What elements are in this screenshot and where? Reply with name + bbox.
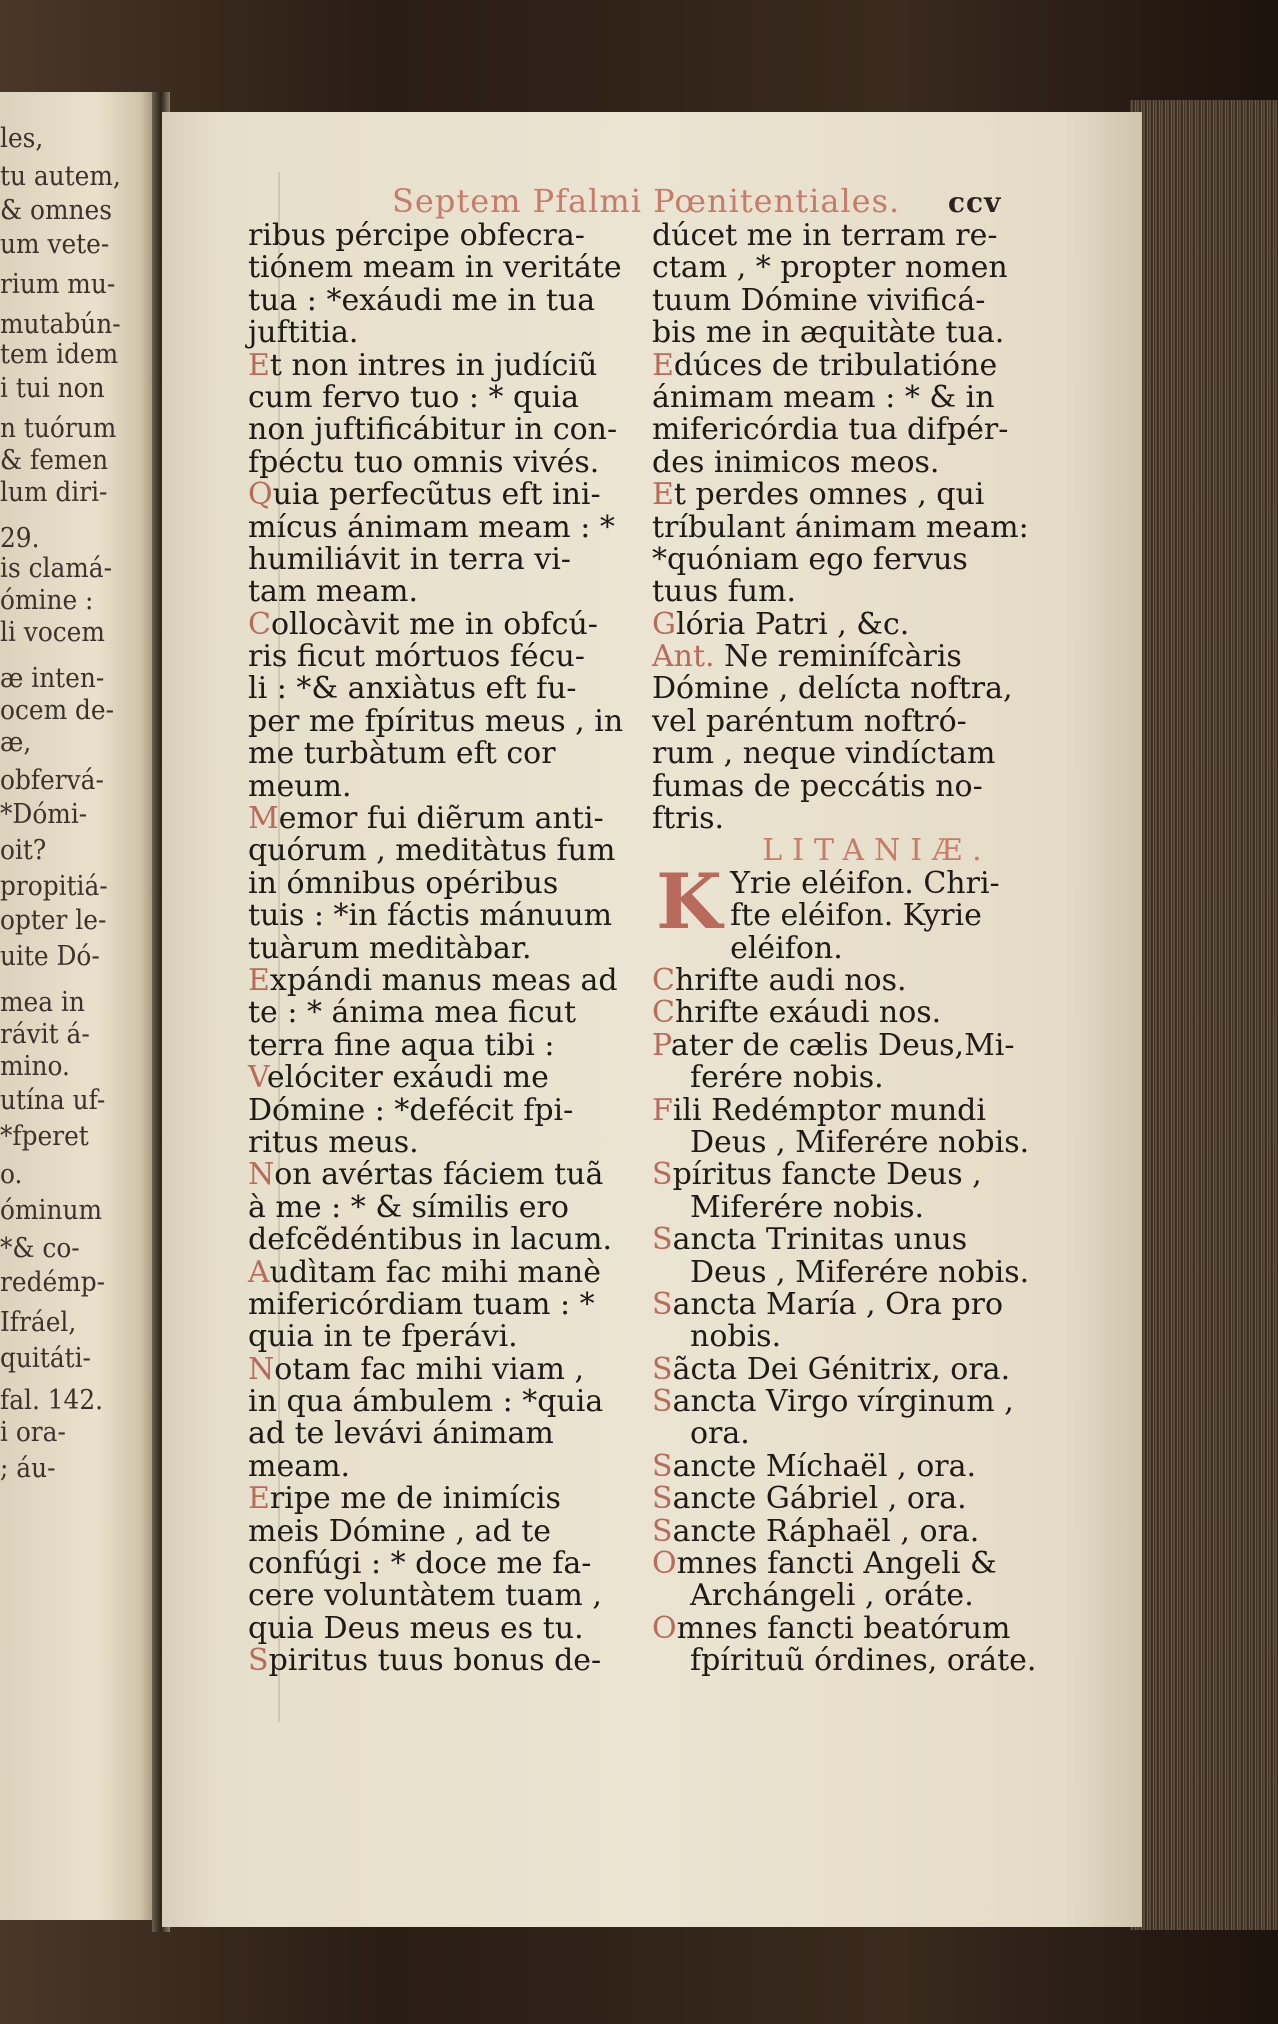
left-page-line: uite Dó- — [0, 941, 100, 972]
litany-line: Sancta Trinitas unus — [652, 1222, 968, 1258]
running-title: Septem Pfalmi Pœnitentiales. — [392, 182, 901, 220]
left-page-line: ; áu- — [0, 1453, 56, 1484]
text-line: *quóniam ego fervus — [652, 541, 968, 577]
rubric-initial: N — [248, 1157, 275, 1193]
rubric-initial: S — [652, 1351, 673, 1387]
rubric-initial: O — [652, 1546, 677, 1582]
left-page-line: óminum — [0, 1195, 103, 1226]
litany-line: Sancta Virgo vírginum , — [652, 1384, 1014, 1420]
litany-line: Spíritus fancte Deus , — [652, 1157, 982, 1193]
rubric-initial: C — [248, 606, 271, 642]
text-line: Dómine , delícta noftra, — [652, 671, 1013, 707]
text-line: quia Deus meus es tu. — [248, 1610, 584, 1646]
text-line: meis Dómine , ad te — [248, 1513, 552, 1549]
litany-line: ora. — [690, 1416, 750, 1452]
rubric-initial: C — [652, 963, 675, 998]
litany-line: nobis. — [690, 1319, 782, 1355]
left-page-line: um vete- — [0, 229, 110, 260]
text-line: defcẽdéntibus in lacum. — [248, 1222, 613, 1258]
left-page-line: & omnes — [0, 195, 112, 226]
text-line: li : *& anxiàtus eft fu- — [248, 671, 577, 707]
column-left — [248, 220, 648, 1678]
text-line: cum fervo tuo : * quia — [248, 379, 580, 415]
text-line: te : * ánima mea ficut — [248, 995, 577, 1031]
left-page-line: & femen — [0, 445, 109, 476]
text-line: ribus pércipe obfecra- — [248, 218, 585, 253]
litany-line: Deus , Miferére nobis. — [690, 1254, 1030, 1290]
text-line: ftris. — [652, 801, 725, 837]
rubric-initial: P — [652, 1027, 671, 1063]
left-page-line: opter le- — [0, 905, 107, 936]
rubric-initial: S — [652, 1222, 673, 1258]
text-line: terra fine aqua tibi : — [248, 1027, 555, 1063]
left-page-line: rium mu- — [0, 269, 116, 300]
text-line: tuis : *in fáctis mánuum — [248, 898, 613, 934]
left-page-line: *fperet — [0, 1121, 89, 1152]
text-line: Et perdes omnes , qui — [652, 477, 985, 513]
left-page-line: obfervá- — [0, 765, 104, 796]
left-page-line: tem idem — [0, 339, 119, 370]
left-page-line: rávit á- — [0, 1019, 90, 1050]
text-line: mifericórdiam tuam : * — [248, 1286, 595, 1322]
text-line: Spiritus tuus bonus de- — [248, 1643, 602, 1679]
litany-line: ferére nobis. — [690, 1060, 884, 1096]
litany-opening-line: fte eléifon. Kyrie — [730, 898, 982, 934]
text-line: meum. — [248, 768, 352, 804]
litany-line: Sancte Míchaël , ora. — [652, 1448, 977, 1484]
text-line: Non avértas fáciem tuã — [248, 1157, 604, 1193]
left-page-line: i ora- — [0, 1417, 66, 1448]
text-line: à me : * & símilis ero — [248, 1189, 569, 1225]
left-page-line: *& co- — [0, 1233, 80, 1264]
litany-line: Fili Redémptor mundi — [652, 1092, 986, 1128]
rubric-initial: S — [652, 1481, 673, 1517]
litany-invocations — [652, 965, 1102, 1678]
rubric-initial: S — [652, 1448, 673, 1484]
left-page-line: æ, — [0, 727, 32, 758]
rubric-initial: Q — [248, 477, 273, 513]
left-page-line: fal. 142. — [0, 1385, 104, 1416]
litany-opening — [652, 856, 1102, 966]
text-line: Notam fac mihi viam , — [248, 1351, 585, 1387]
rubric-initial: E — [652, 477, 674, 513]
drop-cap: K — [656, 856, 723, 946]
left-page-line: lum diri- — [0, 477, 108, 508]
litany-line: Chrifte exáudi nos. — [652, 995, 942, 1031]
left-page-line: li vocem — [0, 617, 105, 648]
litany-line: Miferére nobis. — [690, 1189, 925, 1225]
text-line: bis me in æquitàte tua. — [652, 315, 1005, 351]
text-line: fpéctu tuo omnis vivés. — [248, 444, 600, 480]
left-page-line: les, — [0, 123, 44, 154]
text-line: cere voluntàtem tuam , — [248, 1578, 602, 1614]
text-line: des inimicos meos. — [652, 444, 940, 480]
left-page-line: Ifráel, — [0, 1307, 77, 1338]
text-line: mícus ánimam meam : * — [248, 509, 615, 545]
rubric-initial: V — [248, 1060, 267, 1096]
litany-line: fpírituũ órdines, oráte. — [690, 1643, 1037, 1679]
text-line: ris ficut mórtuos fécu- — [248, 639, 585, 675]
rubric-initial: E — [248, 1481, 270, 1517]
litany-line: Deus , Miferére nobis. — [690, 1124, 1030, 1160]
rubric-initial: E — [248, 347, 270, 383]
text-line: ctam , * propter nomen — [652, 250, 1008, 286]
text-line: Velóciter exáudi me — [248, 1060, 549, 1096]
text-line: mifericórdia tua difpér- — [652, 412, 1009, 448]
column-right — [652, 220, 1102, 1678]
litany-line: Chrifte audi nos. — [652, 963, 907, 998]
rubric-initial: O — [652, 1610, 677, 1646]
left-page-line: i tui non — [0, 373, 105, 404]
left-page-line: tu autem, — [0, 161, 121, 192]
left-page-line: mino. — [0, 1051, 70, 1082]
text-line: tuàrum meditàbar. — [248, 930, 532, 966]
litany-line: Omnes fancti beatórum — [652, 1610, 1011, 1646]
left-page-line: is clamá- — [0, 553, 113, 584]
folio-number: ccv — [948, 186, 1002, 219]
rubric-initial: E — [652, 347, 674, 383]
rubric-initial: S — [248, 1643, 269, 1679]
litany-line: Omnes fancti Angeli & — [652, 1546, 997, 1582]
text-line: meam. — [248, 1448, 351, 1484]
litany-opening-line: Yrie eléifon. Chri- — [730, 865, 1000, 901]
text-line: juftitia. — [248, 315, 359, 351]
litany-line: Sancte Ráphaël , ora. — [652, 1513, 980, 1549]
rubric-initial: F — [652, 1092, 673, 1128]
text-line: ad te levávi ánimam — [248, 1416, 554, 1452]
text-line: non juftificábitur in con- — [248, 412, 618, 448]
left-page-line: ocem de- — [0, 695, 115, 726]
text-line: Expándi manus meas ad — [248, 962, 618, 998]
rubric-initial: M — [248, 801, 279, 837]
left-page-line: mea in — [0, 987, 85, 1018]
left-page-line: *Dómi- — [0, 799, 88, 830]
psalm-continuation — [652, 220, 1102, 835]
text-line: dúcet me in terram re- — [652, 218, 998, 253]
left-page-line: ómine : — [0, 585, 94, 616]
litany-line: Sancte Gábriel , ora. — [652, 1481, 967, 1517]
text-line: ánimam meam : * & in — [652, 379, 995, 415]
text-line: Memor fui diẽrum anti- — [248, 801, 604, 837]
text-line: quórum , meditàtus fum — [248, 833, 616, 869]
text-line: Dómine : *defécit fpi- — [248, 1092, 574, 1128]
text-line: Et non intres in judíciũ — [248, 347, 598, 383]
rubric-initial: S — [652, 1513, 673, 1549]
litany-title: LITANIÆ. — [762, 833, 992, 869]
text-line: Quia perfecũtus eft ini- — [248, 477, 601, 513]
text-line: tríbulant ánimam meam: — [652, 509, 1029, 545]
text-line: vel paréntum noftró- — [652, 703, 967, 739]
rubric-initial: E — [248, 962, 270, 998]
left-page-line: propitiá- — [0, 871, 108, 902]
text-line: in ómnibus opéribus — [248, 865, 559, 901]
left-page-line: oit? — [0, 835, 47, 866]
rubric-initial: S — [652, 1157, 673, 1193]
text-line: me turbàtum eft cor — [248, 736, 556, 772]
text-line: rum , neque vindíctam — [652, 736, 996, 772]
left-page-line: mutabún- — [0, 309, 121, 340]
text-line: Audìtam fac mihi manè — [248, 1254, 601, 1290]
text-line: tua : *exáudi me in tua — [248, 282, 596, 318]
text-line: tuus fum. — [652, 574, 797, 610]
left-page-line: quitáti- — [0, 1343, 91, 1374]
litany-line: Sãcta Dei Génitrix, ora. — [652, 1351, 1011, 1387]
rubric-initial: C — [652, 995, 675, 1031]
text-line: humiliávit in terra vi- — [248, 541, 571, 577]
left-page-line: 29. — [0, 523, 40, 554]
litany-line: Archángeli , oráte. — [690, 1578, 974, 1614]
rubric-initial: G — [652, 606, 676, 642]
rubric-initial: S — [652, 1286, 673, 1322]
text-line: Edúces de tribulatióne — [652, 347, 998, 383]
rubric-initial: N — [248, 1351, 275, 1387]
left-page-line: o. — [0, 1159, 23, 1190]
litany-opening-line: eléifon. — [730, 930, 843, 966]
litany-line: Pater de cælis Deus,Mi- — [652, 1027, 1015, 1063]
text-line: Collocàvit me in obfcú- — [248, 606, 598, 642]
text-line: ritus meus. — [248, 1124, 419, 1160]
rubric-initial: A — [248, 1254, 270, 1290]
left-page — [0, 92, 160, 1920]
text-line: fumas de peccátis no- — [652, 768, 983, 804]
left-page-line: n tuórum — [0, 413, 117, 444]
text-line: Glória Patri , &c. — [652, 606, 910, 642]
right-page — [162, 112, 1142, 1927]
text-line: tiónem meam in veritáte — [248, 250, 622, 286]
page-edges — [1130, 100, 1278, 1930]
text-line: Ant. Ne reminífcàris — [652, 639, 962, 675]
text-line: tuum Dómine vivificá- — [652, 282, 986, 318]
litany-line: Sancta María , Ora pro — [652, 1286, 1004, 1322]
text-line: per me fpíritus meus , in — [248, 703, 624, 739]
text-line: confúgi : * doce me fa- — [248, 1546, 592, 1582]
left-page-line: redémp- — [0, 1267, 106, 1298]
text-line: quia in te fperávi. — [248, 1319, 518, 1355]
rubric-initial: S — [652, 1384, 673, 1420]
left-page-line: æ inten- — [0, 663, 105, 694]
text-line: Eripe me de inimícis — [248, 1481, 561, 1517]
text-line: in qua ámbulem : *quia — [248, 1384, 604, 1420]
left-page-line: utína uf- — [0, 1085, 106, 1116]
text-line: tam meam. — [248, 574, 418, 610]
